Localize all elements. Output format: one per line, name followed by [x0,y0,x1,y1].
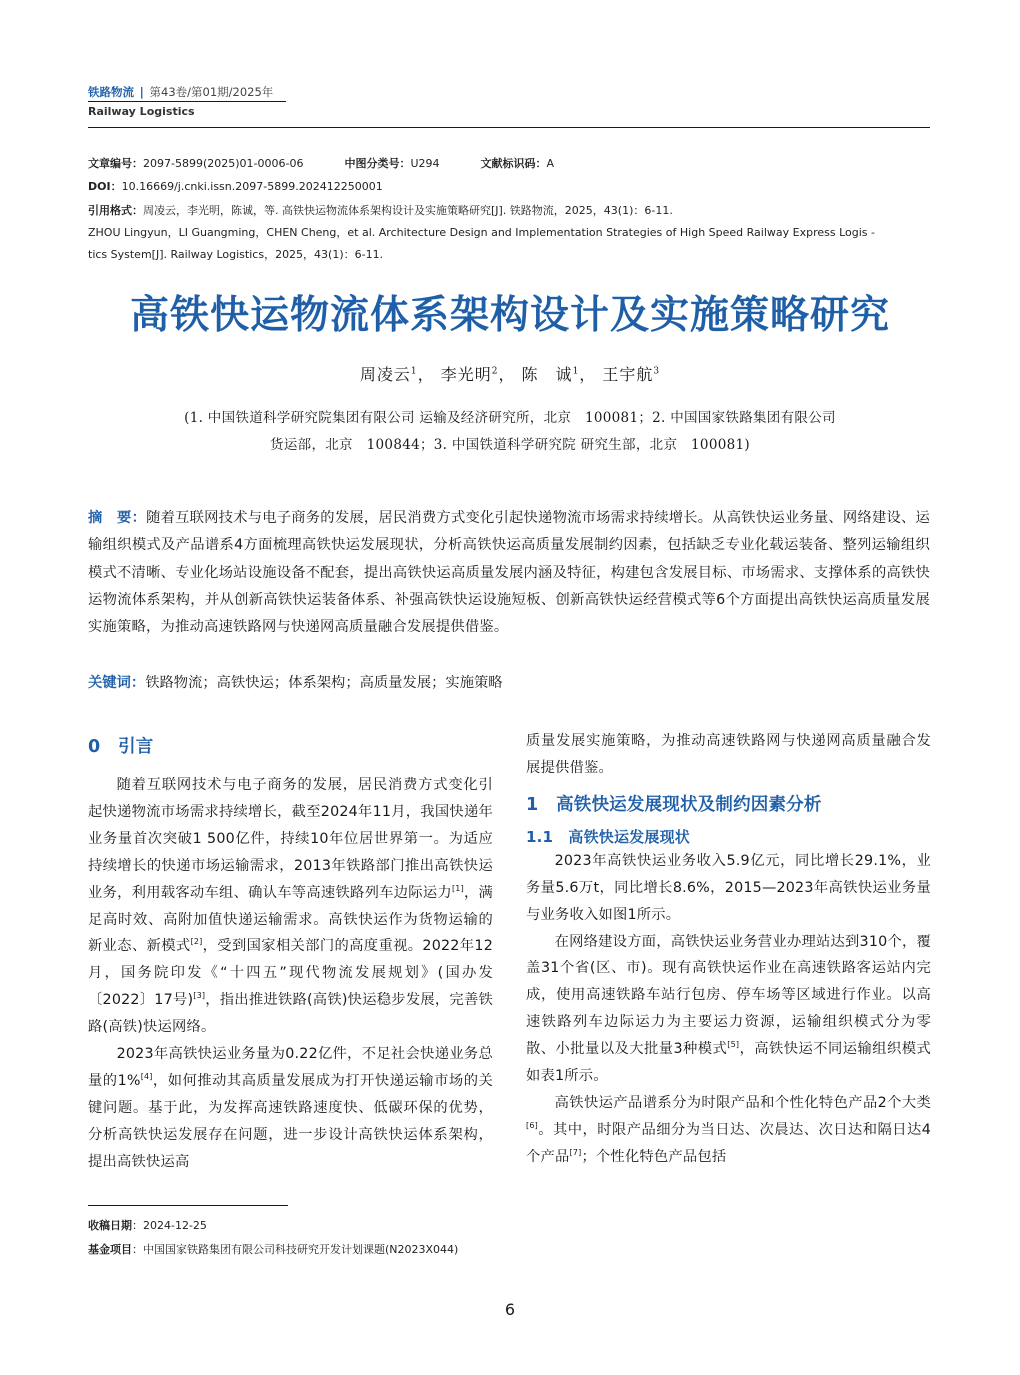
journal-issue: 第43卷/第01期/2025年 [149,85,274,99]
journal-issue-line [88,84,930,100]
affiliations [110,405,910,459]
body-column-right [526,728,931,1171]
journal-name-underline [88,101,286,102]
doi-value: 10.16669/j.cnki.issn.2097-5899.202412250001 [121,180,383,194]
received-date: 收稿日期：2024-12-25 [88,1219,207,1232]
journal-name: 铁路物流 [88,85,134,99]
citation-en-line-2: tics System[J]. Railway Logistics，2025，43(1)：6-11. [88,247,384,261]
citation-en-line-1: ZHOU Lingyun，LI Guangming，CHEN Cheng，et al. Architecture Design and Implementation Strategies of High Speed Railway Express Logis - [88,225,875,239]
citation-ref[interactable]: [1] [451,883,464,893]
section-heading: 1 高铁快运发展现状及制约因素分析 [526,794,822,815]
body-paragraph: 在网络建设方面，高铁快运业务营业办理站达到310个，覆盖31个省(区、市)。现有高铁快运作业在高速铁路客运站内完成，使用高速铁路车站行包房、停车场等区域进行作业。以高速铁路列车边际运力为主要运力资源，运输组织模式分为零散、小批量以及大批量3种模式[5]，高铁快运不同运输组织模式如表1所示。 [526,933,931,1085]
citation-ref[interactable]: [4] [140,1072,153,1082]
abstract-label: 摘 要 [88,510,132,526]
header-rule [88,127,930,128]
body-paragraph: 2023年高铁快运业务收入5.9亿元，同比增长29.1%，业务量5.6万t，同比增长8.6%，2015—2023年高铁快运业务量与业务收入如图1所示。 [526,852,931,923]
body-paragraph: 质量发展实施策略，为推动高速铁路网与快递网高质量融合发展提供借鉴。 [526,733,931,776]
article-ids-line [88,152,930,175]
author-name: 陈 诚 [521,365,573,384]
doi-label: DOI： [88,180,122,194]
section-heading: 0 引言 [88,737,154,757]
citation-ref[interactable]: [6] [526,1121,538,1131]
page-number: 6 [504,1300,516,1319]
footnote-rule [88,1205,288,1206]
article-title: 高铁快运物流体系架构设计及实施策略研究 [129,293,890,338]
doi-line [88,175,930,198]
affiliation-line-2: 货运部，北京 100844；3. 中国铁道科学研究院 研究生部，北京 100081) [270,437,750,453]
abstract: 摘 要：随着互联网技术与电子商务的发展，居民消费方式变化引起快递物流市场需求持续增长。从高铁快运业务量、网络建设、运输组织模式及产品谱系4方面梳理高铁快运发展现状，分析高铁快运高质量发展制约因素，包括缺乏专业化载运装备、整列运输组织模式不清晰、专业化场站设施设备不配套，提出高铁快运高质量发展内涵及特征，构建包含发展目标、市场需求、支撑体系的高铁快运物流体系架构，并从创新高铁快运装备体系、补强高铁快运设施短板、创新高铁快运经营模式等6个方面提出高铁快运高质量发展实施策略，为推动高速铁路网与快递网高质量融合发展提供借鉴。 [88,510,931,636]
journal-header [88,84,930,118]
author-name: 王宇航 [602,365,654,384]
body-paragraph: 随着互联网技术与电子商务的发展，居民消费方式变化引起快递物流市场需求持续增长，截至2024年11月，我国快递年业务量首次突破1 500亿件，持续10年位居世界第一。为适应持续增长的快递市场运输需求，2013年铁路部门推出高铁快运业务，利用载客动车组、确认车等高速铁路列车边际运力[1]，满足高时效、高附加值快递运输需求。高铁快运作为货物运输的新业态、新模式[2]，受到国家相关部门的高度重视。2022年12月，国务院印发《“十四五”现代物流发展规划》(国办发〔2022〕17号)[3]，指出推进铁路(高铁)快运稳步发展，完善铁路(高铁)快运网络。 [88,777,494,1036]
citation-ref[interactable]: [2] [190,937,203,947]
fund-label: 基金项目 [88,1243,132,1256]
citation-ref[interactable]: [3] [193,991,206,1001]
keywords-label: 关键词 [88,675,131,691]
journal-name-en: Railway Logistics [88,105,195,118]
doc-code: A [546,157,555,170]
citation-cn: 周凌云，李光明，陈诚，等. 高铁快运物流体系架构设计及实施策略研究[J]. 铁路物流，2025，43(1)：6-11. [143,203,673,217]
body-column-left [88,736,493,1176]
body-paragraph: 高铁快运产品谱系分为时限产品和个性化特色产品2个大类[6]。其中，时限产品细分为当日达、次晨达、次日达和隔日达4个产品[7]；个性化特色产品包括 [526,1094,931,1165]
funding-note: 基金项目：中国国家铁路集团有限公司科技研究开发计划课题(N2023X044) [88,1243,459,1256]
article-metadata [88,152,930,266]
author-affil-sup: 2 [491,366,499,377]
author-affil-sup: 1 [572,366,580,377]
author-name: 李光明 [440,365,492,384]
abstract-text: 随着互联网技术与电子商务的发展，居民消费方式变化引起快递物流市场需求持续增长。从高铁快运业务量、网络建设、运输组织模式及产品谱系4方面梳理高铁快运发展现状，分析高铁快运高质量发展制约因素，包括缺乏专业化载运装备、整列运输组织模式不清晰、专业化场站设施设备不配套，提出高铁快运高质量发展内涵及特征，构建包含发展目标、市场需求、支撑体系的高铁快运物流体系架构，并从创新高铁快运装备体系、补强高铁快运设施短板、创新高铁快运经营模式等6个方面提出高铁快运高质量发展实施策略，为推动高速铁路网与快递网高质量融合发展提供借鉴。 [88,510,931,636]
doc-code-label: 文献标识码： [480,157,547,170]
citation-ref[interactable]: [5] [727,1040,740,1050]
citation-ref[interactable]: [7] [569,1148,582,1158]
author-affil-sup: 3 [653,366,661,377]
clc-code: U294 [410,157,440,170]
author-name: 周凌云 [359,365,411,384]
cite-label: 引用格式： [88,203,143,217]
subsection-heading: 1.1 高铁快运发展现状 [526,827,690,846]
header-separator: | [139,85,144,99]
body-paragraph: 2023年高铁快运业务量为0.22亿件，不足社会快递业务总量的1%[4]，如何推动其高质量发展成为打开快递运输市场的关键问题。基于此，为发挥高速铁路速度快、低碳环保的优势，分析高铁快运发展存在问题，进一步设计高铁快运体系架构，提出高铁快运高 [88,1046,493,1170]
citation-cn-line [88,199,930,222]
article-no-label: 文章编号： [88,157,143,170]
received-label: 收稿日期 [88,1219,132,1232]
article-no: 2097-5899(2025)01-0006-06 [143,157,304,170]
clc-label: 中图分类号： [344,157,411,170]
author-affil-sup: 1 [410,366,418,377]
keywords-text: 铁路物流；高铁快运；体系架构；高质量发展；实施策略 [145,675,503,691]
author-list: 周凌云$^1$， 李光明$^2$， 陈 诚$^1$， 王宇航$^3$ [359,365,661,384]
affiliation-line-1: (1. 中国铁道科学研究院集团有限公司 运输及经济研究所，北京 100081；2. 中国国家铁路集团有限公司 [184,410,836,426]
keywords: 关键词：铁路物流；高铁快运；体系架构；高质量发展；实施策略 [88,675,503,691]
